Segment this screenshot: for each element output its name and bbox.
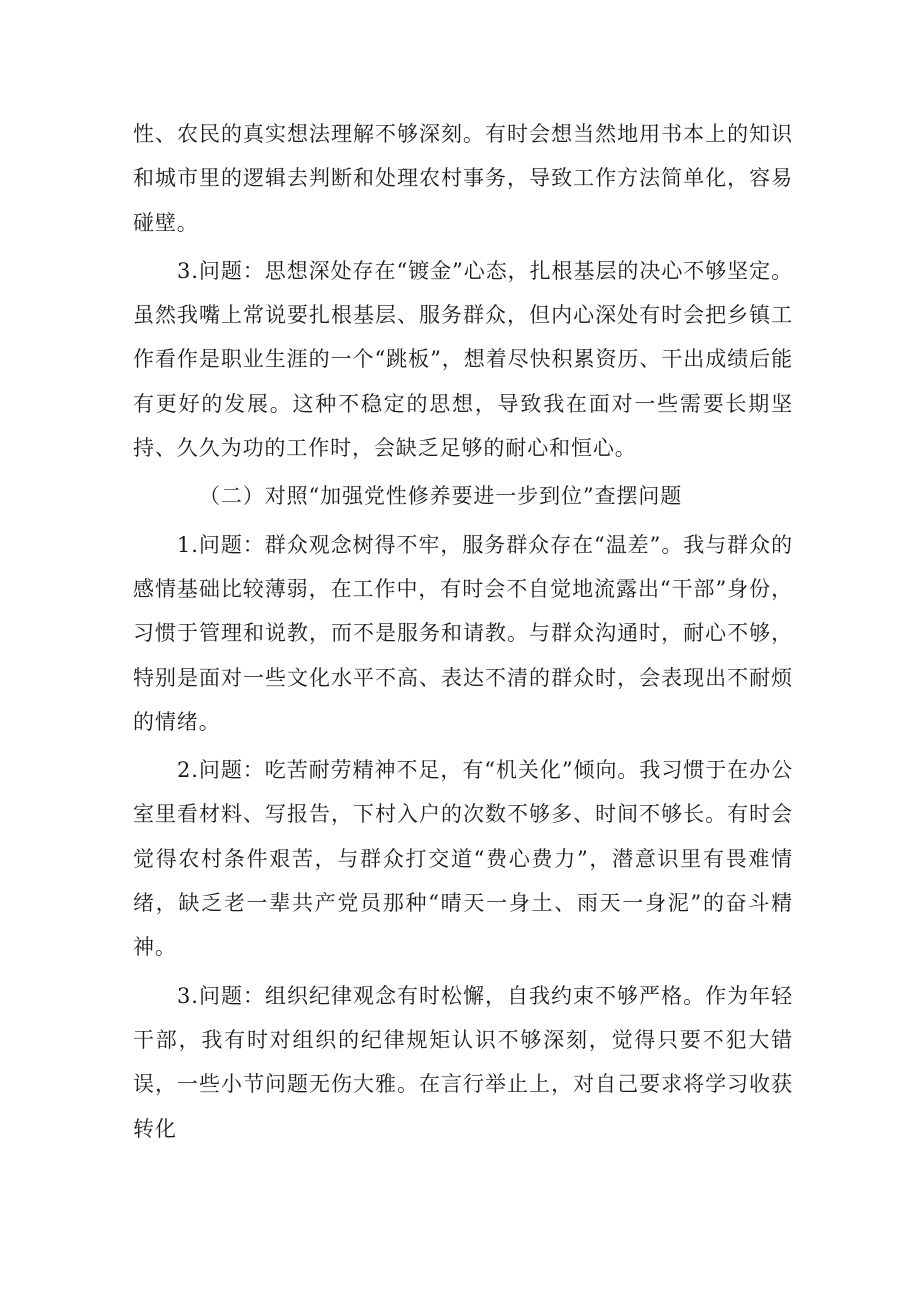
document-body [133, 112, 793, 1151]
paragraph-problem-2-hardship: 2.问题：吃苦耐劳精神不足，有“机关化”倾向。我习惯于在办公室里看材料、写报告，下村入户的次数不够多、时间不够长。有时会觉得农村条件艰苦，与群众打交道“费心费力”，潜意识里有畏难情绪，缺乏老一辈共产党员那种“晴天一身土、雨天一身泥”的奋斗精神。 [133, 758, 793, 960]
paragraph-problem-3-discipline: 3.问题：组织纪律观念有时松懈，自我约束不够严格。作为年轻干部，我有时对组织的纪律规矩认识不够深刻，觉得只要不犯大错误，一些小节问题无伤大雅。在言行举止上，对自己要求将学习收获转化 [133, 983, 793, 1141]
section-heading-2: （二）对照“加强党性修养要进一步到位”查摆问题 [199, 484, 683, 509]
paragraph-continuation: 性、农民的真实想法理解不够深刻。有时会想当然地用书本上的知识和城市里的逻辑去判断和处理农村事务，导致工作方法简单化，容易碰壁。 [133, 122, 793, 235]
paragraph-problem-3-gilding: 3.问题：思想深处存在“镀金”心态，扎根基层的决心不够坚定。虽然我嘴上常说要扎根基层、服务群众，但内心深处有时会把乡镇工作看作是职业生涯的一个“跳板”，想着尽快积累资历、干出成绩后能有更好的发展。这种不稳定的思想，导致我在面对一些需要长期坚持、久久为功的工作时，会缺乏足够的耐心和恒心。 [133, 258, 793, 461]
paragraph-problem-1-mass-view: 1.问题：群众观念树得不牢，服务群众存在“温差”。我与群众的感情基础比较薄弱，在工作中，有时会不自觉地流露出“干部”身份，习惯于管理和说教，而不是服务和请教。与群众沟通时，耐心不够，特别是面对一些文化水平不高、表达不清的群众时，会表现出不耐烦的情绪。 [133, 532, 793, 734]
